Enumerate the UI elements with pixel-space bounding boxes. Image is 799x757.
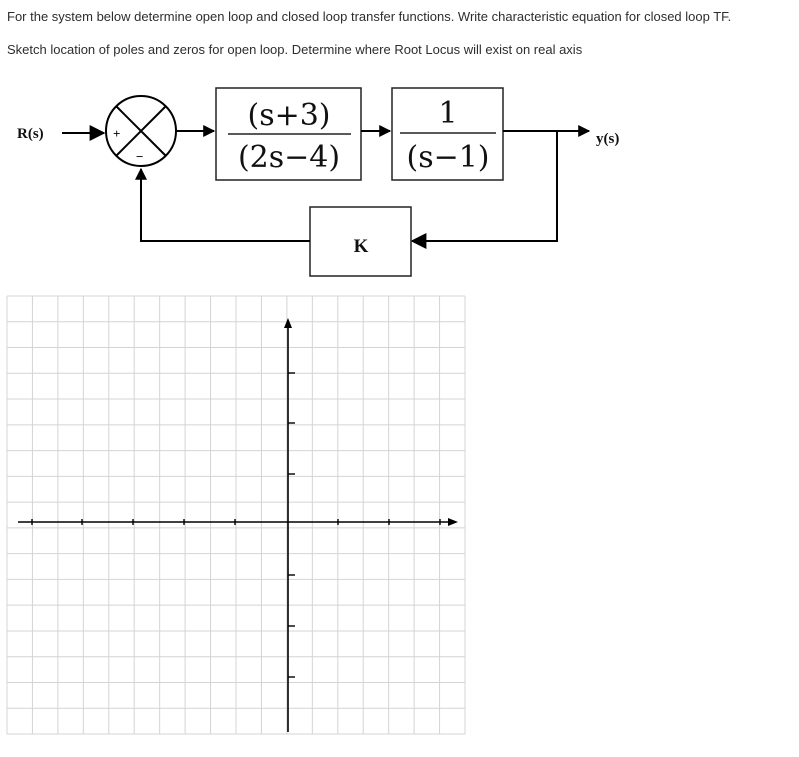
input-label: R(s) <box>17 126 44 142</box>
imaginary-axis-arrowhead <box>284 318 292 328</box>
minus-sign: − <box>136 149 144 164</box>
feedback-label: K <box>353 236 369 257</box>
output-label: y(s) <box>596 131 620 147</box>
question-line-2: Sketch location of poles and zeros for open loop. Determine where Root Locus will exist on real axis <box>7 42 583 57</box>
block-1-denominator: (2s−4) <box>237 140 341 175</box>
block-2-numerator: 1 <box>438 96 458 131</box>
plus-sign: + <box>113 126 121 141</box>
block-1-numerator: (s+3) <box>247 98 331 133</box>
question-line-1: For the system below determine open loop and closed loop transfer functions. Write characteristic equation for closed loop TF. <box>7 9 732 24</box>
block-2-denominator: (s−1) <box>406 140 490 175</box>
real-axis-arrowhead <box>448 518 458 526</box>
